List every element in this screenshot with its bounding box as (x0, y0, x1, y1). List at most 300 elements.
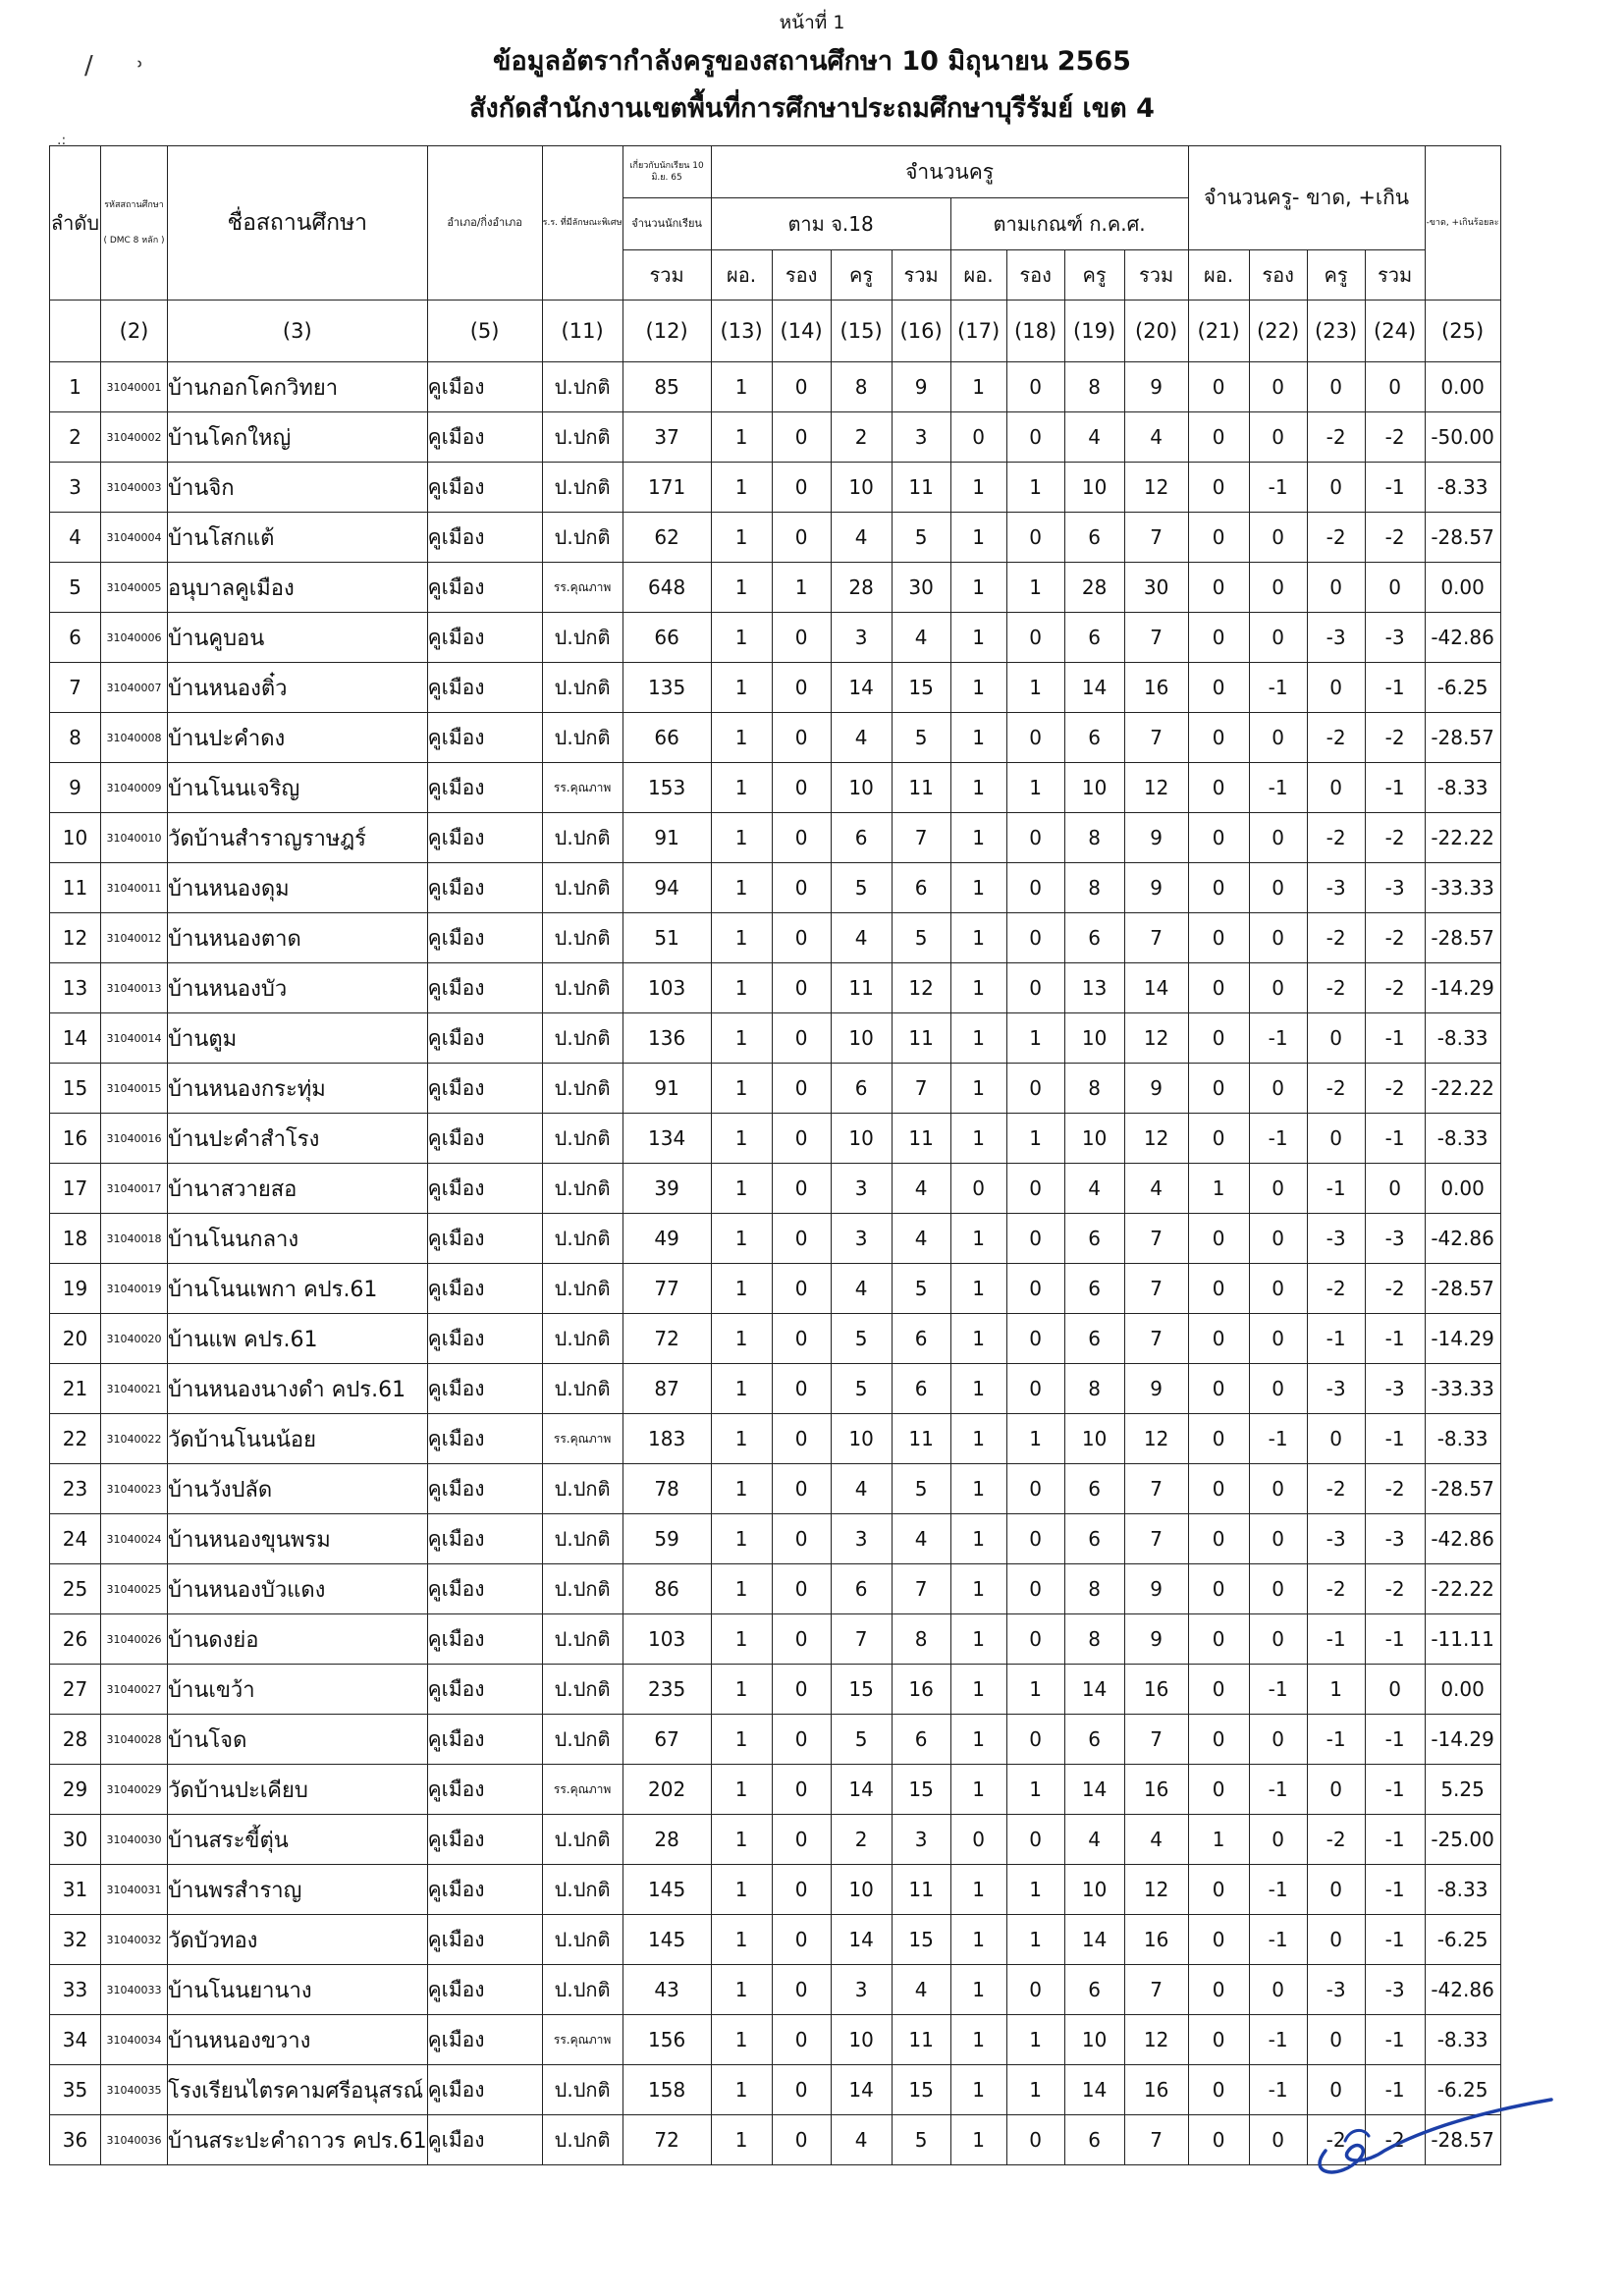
school-type: ป.ปกติ (542, 463, 623, 513)
j18-deputy: 0 (772, 663, 831, 713)
school-code: 31040021 (101, 1364, 168, 1414)
j18-deputy: 1 (772, 563, 831, 613)
criteria-teacher: 4 (1064, 1164, 1124, 1214)
j18-director: 1 (711, 813, 772, 863)
school-code: 31040010 (101, 813, 168, 863)
shortage-teacher: 0 (1307, 563, 1365, 613)
shortage-teacher: -3 (1307, 1514, 1365, 1564)
header-j18-deputy: รอง (772, 250, 831, 301)
table-row (50, 1064, 1501, 1114)
students-total: 59 (623, 1514, 711, 1564)
row-seq: 29 (50, 1765, 101, 1815)
criteria-total: 14 (1124, 963, 1188, 1013)
j18-deputy: 0 (772, 1464, 831, 1514)
shortage-deputy: -1 (1249, 1013, 1307, 1064)
shortage-teacher: 0 (1307, 1915, 1365, 1965)
j18-director: 1 (711, 563, 772, 613)
school-code: 31040033 (101, 1965, 168, 2015)
j18-teacher: 6 (831, 813, 892, 863)
row-seq: 3 (50, 463, 101, 513)
shortage-percent: -8.33 (1425, 2015, 1500, 2065)
shortage-director: 0 (1188, 1414, 1249, 1464)
shortage-deputy: 0 (1249, 1214, 1307, 1264)
criteria-teacher: 6 (1064, 1264, 1124, 1314)
students-total: 91 (623, 1064, 711, 1114)
shortage-percent: -33.33 (1425, 863, 1500, 913)
j18-teacher: 3 (831, 1965, 892, 2015)
j18-teacher: 8 (831, 362, 892, 412)
column-number: (5) (427, 301, 542, 362)
students-total: 103 (623, 1614, 711, 1665)
shortage-director: 0 (1188, 513, 1249, 563)
school-type: ป.ปกติ (542, 913, 623, 963)
criteria-total: 16 (1124, 1765, 1188, 1815)
shortage-total: -1 (1365, 763, 1425, 813)
j18-deputy: 0 (772, 1214, 831, 1264)
j18-teacher: 3 (831, 1514, 892, 1564)
shortage-deputy: -1 (1249, 1765, 1307, 1815)
shortage-teacher: -2 (1307, 1064, 1365, 1114)
shortage-total: -1 (1365, 1765, 1425, 1815)
students-total: 91 (623, 813, 711, 863)
shortage-teacher: 0 (1307, 2065, 1365, 2115)
j18-teacher: 10 (831, 1865, 892, 1915)
table-row (50, 2115, 1501, 2165)
criteria-total: 7 (1124, 513, 1188, 563)
shortage-total: -2 (1365, 813, 1425, 863)
criteria-director: 1 (950, 613, 1006, 663)
shortage-percent: -22.22 (1425, 813, 1500, 863)
j18-deputy: 0 (772, 1715, 831, 1765)
students-total: 66 (623, 613, 711, 663)
shortage-total: -1 (1365, 1915, 1425, 1965)
school-code: 31040004 (101, 513, 168, 563)
criteria-total: 9 (1124, 863, 1188, 913)
district: คูเมือง (427, 1614, 542, 1665)
criteria-director: 1 (950, 1314, 1006, 1364)
school-type: ป.ปกติ (542, 1865, 623, 1915)
students-total: 648 (623, 563, 711, 613)
shortage-teacher: 0 (1307, 1865, 1365, 1915)
j18-deputy: 0 (772, 1564, 831, 1614)
criteria-teacher: 6 (1064, 1965, 1124, 2015)
table-row (50, 362, 1501, 412)
j18-teacher: 10 (831, 763, 892, 813)
j18-teacher: 7 (831, 1614, 892, 1665)
j18-teacher: 15 (831, 1665, 892, 1715)
criteria-deputy: 0 (1006, 863, 1064, 913)
j18-deputy: 0 (772, 1865, 831, 1915)
shortage-total: 0 (1365, 362, 1425, 412)
table-row (50, 613, 1501, 663)
shortage-total: 0 (1365, 1665, 1425, 1715)
criteria-total: 7 (1124, 1464, 1188, 1514)
criteria-deputy: 1 (1006, 563, 1064, 613)
row-seq: 36 (50, 2115, 101, 2165)
row-seq: 33 (50, 1965, 101, 2015)
j18-director: 1 (711, 1264, 772, 1314)
shortage-total: -3 (1365, 863, 1425, 913)
j18-teacher: 5 (831, 1364, 892, 1414)
table-row (50, 1264, 1501, 1314)
school-code: 31040030 (101, 1815, 168, 1865)
criteria-director: 0 (950, 1815, 1006, 1865)
criteria-teacher: 14 (1064, 2065, 1124, 2115)
school-name: อนุบาลคูเมือง (168, 563, 428, 613)
header-j18-director: ผอ. (711, 250, 772, 301)
students-total: 67 (623, 1715, 711, 1765)
shortage-deputy: 0 (1249, 1514, 1307, 1564)
j18-deputy: 0 (772, 1414, 831, 1464)
table-row (50, 763, 1501, 813)
row-seq: 15 (50, 1064, 101, 1114)
school-type: ป.ปกติ (542, 1114, 623, 1164)
header-percent: -ขาด, +เกินร้อยละ (1425, 146, 1500, 301)
shortage-deputy: -1 (1249, 463, 1307, 513)
criteria-total: 12 (1124, 763, 1188, 813)
shortage-percent: -42.86 (1425, 1514, 1500, 1564)
criteria-deputy: 0 (1006, 963, 1064, 1013)
school-type: ป.ปกติ (542, 863, 623, 913)
school-type: ป.ปกติ (542, 663, 623, 713)
j18-director: 1 (711, 713, 772, 763)
table-row (50, 1665, 1501, 1715)
column-number: (2) (101, 301, 168, 362)
school-type: ป.ปกติ (542, 963, 623, 1013)
criteria-director: 1 (950, 1564, 1006, 1614)
table-row (50, 1314, 1501, 1364)
criteria-total: 16 (1124, 663, 1188, 713)
students-total: 62 (623, 513, 711, 563)
j18-total: 30 (892, 563, 950, 613)
shortage-director: 0 (1188, 1715, 1249, 1765)
j18-teacher: 14 (831, 1765, 892, 1815)
shortage-percent: -28.57 (1425, 1264, 1500, 1314)
school-type: ป.ปกติ (542, 613, 623, 663)
shortage-total: -3 (1365, 1965, 1425, 2015)
document-subtitle: สังกัดสำนักงานเขตพื้นที่การศึกษาประถมศึกษาบุรีรัมย์ เขต 4 (469, 93, 1155, 124)
district: คูเมือง (427, 1715, 542, 1765)
district: คูเมือง (427, 2015, 542, 2065)
school-name: บ้านโจด (168, 1715, 428, 1765)
j18-teacher: 4 (831, 1264, 892, 1314)
shortage-percent: -6.25 (1425, 2065, 1500, 2115)
criteria-deputy: 0 (1006, 913, 1064, 963)
j18-director: 1 (711, 463, 772, 513)
shortage-deputy: 0 (1249, 813, 1307, 863)
district: คูเมือง (427, 463, 542, 513)
j18-deputy: 0 (772, 1965, 831, 2015)
header-j18-total: รวม (892, 250, 950, 301)
district: คูเมือง (427, 563, 542, 613)
j18-teacher: 4 (831, 513, 892, 563)
school-name: บ้านปะคำสำโรง (168, 1114, 428, 1164)
criteria-teacher: 10 (1064, 1414, 1124, 1464)
criteria-deputy: 0 (1006, 1214, 1064, 1264)
district: คูเมือง (427, 1264, 542, 1314)
table-row (50, 713, 1501, 763)
school-code: 31040006 (101, 613, 168, 663)
shortage-teacher: -2 (1307, 713, 1365, 763)
j18-director: 1 (711, 1064, 772, 1114)
shortage-director: 0 (1188, 613, 1249, 663)
page-number: หน้าที่ 1 (779, 12, 845, 33)
criteria-director: 1 (950, 1715, 1006, 1765)
handwritten-signature-icon (1286, 2082, 1571, 2190)
criteria-teacher: 10 (1064, 2015, 1124, 2065)
shortage-percent: -8.33 (1425, 763, 1500, 813)
shortage-teacher: -2 (1307, 1464, 1365, 1514)
school-name: บ้านแพ คปร.61 (168, 1314, 428, 1364)
j18-teacher: 2 (831, 412, 892, 463)
table-row (50, 2015, 1501, 2065)
school-name: บ้านหนองติ๋ว (168, 663, 428, 713)
shortage-total: -2 (1365, 913, 1425, 963)
j18-total: 15 (892, 663, 950, 713)
table-row (50, 1214, 1501, 1264)
criteria-deputy: 1 (1006, 1865, 1064, 1915)
shortage-teacher: 0 (1307, 2015, 1365, 2065)
j18-total: 6 (892, 863, 950, 913)
shortage-percent: -14.29 (1425, 1715, 1500, 1765)
students-total: 86 (623, 1564, 711, 1614)
criteria-deputy: 0 (1006, 1965, 1064, 2015)
shortage-total: -1 (1365, 1614, 1425, 1665)
criteria-deputy: 1 (1006, 1765, 1064, 1815)
criteria-deputy: 1 (1006, 1665, 1064, 1715)
criteria-total: 7 (1124, 713, 1188, 763)
school-name: วัดบัวทอง (168, 1915, 428, 1965)
criteria-teacher: 10 (1064, 1114, 1124, 1164)
row-seq: 5 (50, 563, 101, 613)
criteria-total: 7 (1124, 1965, 1188, 2015)
j18-deputy: 0 (772, 1164, 831, 1214)
table-row (50, 913, 1501, 963)
row-seq: 6 (50, 613, 101, 663)
school-type: ป.ปกติ (542, 1514, 623, 1564)
school-type: ป.ปกติ (542, 513, 623, 563)
j18-total: 12 (892, 963, 950, 1013)
shortage-director: 0 (1188, 1665, 1249, 1715)
j18-director: 1 (711, 1564, 772, 1614)
j18-teacher: 28 (831, 563, 892, 613)
school-name: บ้านเขว้า (168, 1665, 428, 1715)
shortage-total: -1 (1365, 663, 1425, 713)
district: คูเมือง (427, 1114, 542, 1164)
shortage-total: -2 (1365, 713, 1425, 763)
criteria-total: 7 (1124, 1264, 1188, 1314)
shortage-percent: -8.33 (1425, 1013, 1500, 1064)
shortage-director: 0 (1188, 362, 1249, 412)
criteria-director: 1 (950, 1765, 1006, 1815)
shortage-director: 0 (1188, 1614, 1249, 1665)
j18-teacher: 6 (831, 1064, 892, 1114)
school-name: บ้านปะคำดง (168, 713, 428, 763)
j18-director: 1 (711, 1464, 772, 1514)
shortage-director: 0 (1188, 1114, 1249, 1164)
school-name: บ้านดงย่อ (168, 1614, 428, 1665)
criteria-director: 1 (950, 1114, 1006, 1164)
district: คูเมือง (427, 963, 542, 1013)
column-number: (23) (1307, 301, 1365, 362)
j18-total: 6 (892, 1364, 950, 1414)
row-seq: 11 (50, 863, 101, 913)
j18-total: 11 (892, 1414, 950, 1464)
criteria-total: 9 (1124, 362, 1188, 412)
j18-director: 1 (711, 412, 772, 463)
table-row (50, 2065, 1501, 2115)
school-name: บ้านหนองดุม (168, 863, 428, 913)
criteria-teacher: 14 (1064, 1915, 1124, 1965)
row-seq: 28 (50, 1715, 101, 1765)
column-number: (24) (1365, 301, 1425, 362)
shortage-teacher: -3 (1307, 1214, 1365, 1264)
j18-total: 11 (892, 1013, 950, 1064)
header-criteria-teacher: ครู (1064, 250, 1124, 301)
j18-teacher: 10 (831, 463, 892, 513)
j18-teacher: 10 (831, 2015, 892, 2065)
school-type: ป.ปกติ (542, 1665, 623, 1715)
header-seq: ลำดับ (50, 146, 101, 301)
shortage-deputy: 0 (1249, 362, 1307, 412)
shortage-total: -2 (1365, 412, 1425, 463)
criteria-director: 1 (950, 813, 1006, 863)
j18-total: 5 (892, 1464, 950, 1514)
district: คูเมือง (427, 763, 542, 813)
table-row (50, 1164, 1501, 1214)
header-shortage: จำนวนครู- ขาด, +เกิน (1188, 146, 1425, 250)
j18-total: 3 (892, 412, 950, 463)
school-name: บ้านาสวายสอ (168, 1164, 428, 1214)
school-code: 31040011 (101, 863, 168, 913)
criteria-deputy: 1 (1006, 663, 1064, 713)
j18-director: 1 (711, 1164, 772, 1214)
row-seq: 34 (50, 2015, 101, 2065)
table-row (50, 1114, 1501, 1164)
district: คูเมือง (427, 863, 542, 913)
school-type: ป.ปกติ (542, 362, 623, 412)
j18-teacher: 5 (831, 1715, 892, 1765)
district: คูเมือง (427, 1164, 542, 1214)
shortage-teacher: 0 (1307, 1013, 1365, 1064)
school-name: บ้านหนองบัว (168, 963, 428, 1013)
row-seq: 10 (50, 813, 101, 863)
shortage-director: 0 (1188, 813, 1249, 863)
j18-total: 5 (892, 713, 950, 763)
criteria-deputy: 0 (1006, 1314, 1064, 1364)
shortage-teacher: -2 (1307, 913, 1365, 963)
header-students: จำนวนนักเรียน (623, 198, 711, 250)
table-row (50, 412, 1501, 463)
shortage-total: -3 (1365, 1214, 1425, 1264)
district: คูเมือง (427, 1765, 542, 1815)
j18-total: 8 (892, 1614, 950, 1665)
students-total: 43 (623, 1965, 711, 2015)
school-type: รร.คุณภาพ (542, 763, 623, 813)
j18-director: 1 (711, 2015, 772, 2065)
students-total: 156 (623, 2015, 711, 2065)
criteria-teacher: 6 (1064, 2115, 1124, 2165)
j18-total: 5 (892, 2115, 950, 2165)
shortage-total: -2 (1365, 1464, 1425, 1514)
shortage-total: -1 (1365, 1114, 1425, 1164)
j18-teacher: 5 (831, 1314, 892, 1364)
shortage-teacher: -3 (1307, 1364, 1365, 1414)
criteria-teacher: 4 (1064, 1815, 1124, 1865)
row-seq: 26 (50, 1614, 101, 1665)
j18-teacher: 6 (831, 1564, 892, 1614)
row-seq: 9 (50, 763, 101, 813)
school-code: 31040027 (101, 1665, 168, 1715)
shortage-percent: -22.22 (1425, 1064, 1500, 1114)
shortage-teacher: -2 (1307, 1564, 1365, 1614)
students-total: 66 (623, 713, 711, 763)
school-name: บ้านสระปะคำถาวร คปร.61 (168, 2115, 428, 2165)
j18-total: 11 (892, 1865, 950, 1915)
students-total: 153 (623, 763, 711, 813)
school-code: 31040017 (101, 1164, 168, 1214)
table-row (50, 663, 1501, 713)
shortage-deputy: 0 (1249, 1715, 1307, 1765)
district: คูเมือง (427, 2115, 542, 2165)
students-total: 39 (623, 1164, 711, 1214)
school-code: 31040036 (101, 2115, 168, 2165)
school-type: ป.ปกติ (542, 713, 623, 763)
students-total: 145 (623, 1865, 711, 1915)
j18-deputy: 0 (772, 613, 831, 663)
criteria-teacher: 6 (1064, 1464, 1124, 1514)
shortage-deputy: 0 (1249, 1464, 1307, 1514)
criteria-director: 1 (950, 2115, 1006, 2165)
criteria-director: 1 (950, 863, 1006, 913)
column-number: (18) (1006, 301, 1064, 362)
school-name: บ้านโนนเพกา คปร.61 (168, 1264, 428, 1314)
criteria-deputy: 1 (1006, 1414, 1064, 1464)
shortage-percent: 0.00 (1425, 362, 1500, 412)
j18-director: 1 (711, 963, 772, 1013)
school-type: ป.ปกติ (542, 1013, 623, 1064)
criteria-total: 30 (1124, 563, 1188, 613)
students-total: 78 (623, 1464, 711, 1514)
school-code: 31040023 (101, 1464, 168, 1514)
criteria-teacher: 6 (1064, 1715, 1124, 1765)
school-code: 31040026 (101, 1614, 168, 1665)
shortage-teacher: -2 (1307, 963, 1365, 1013)
school-type: ป.ปกติ (542, 1314, 623, 1364)
j18-deputy: 0 (772, 1064, 831, 1114)
j18-deputy: 0 (772, 1765, 831, 1815)
criteria-deputy: 0 (1006, 813, 1064, 863)
school-name: วัดบ้านปะเคียบ (168, 1765, 428, 1815)
students-total: 235 (623, 1665, 711, 1715)
school-type: ป.ปกติ (542, 1614, 623, 1665)
shortage-director: 0 (1188, 2065, 1249, 2115)
j18-teacher: 4 (831, 913, 892, 963)
header-school-name: ชื่อสถานศึกษา (168, 146, 428, 301)
criteria-director: 1 (950, 1214, 1006, 1264)
school-type: รร.คุณภาพ (542, 1414, 623, 1464)
criteria-deputy: 1 (1006, 1013, 1064, 1064)
header-criteria-total: รวม (1124, 250, 1188, 301)
criteria-total: 7 (1124, 2115, 1188, 2165)
district: คูเมือง (427, 913, 542, 963)
j18-teacher: 14 (831, 663, 892, 713)
table-row (50, 1965, 1501, 2015)
criteria-total: 9 (1124, 813, 1188, 863)
criteria-deputy: 0 (1006, 1614, 1064, 1665)
j18-director: 1 (711, 1915, 772, 1965)
criteria-total: 12 (1124, 463, 1188, 513)
